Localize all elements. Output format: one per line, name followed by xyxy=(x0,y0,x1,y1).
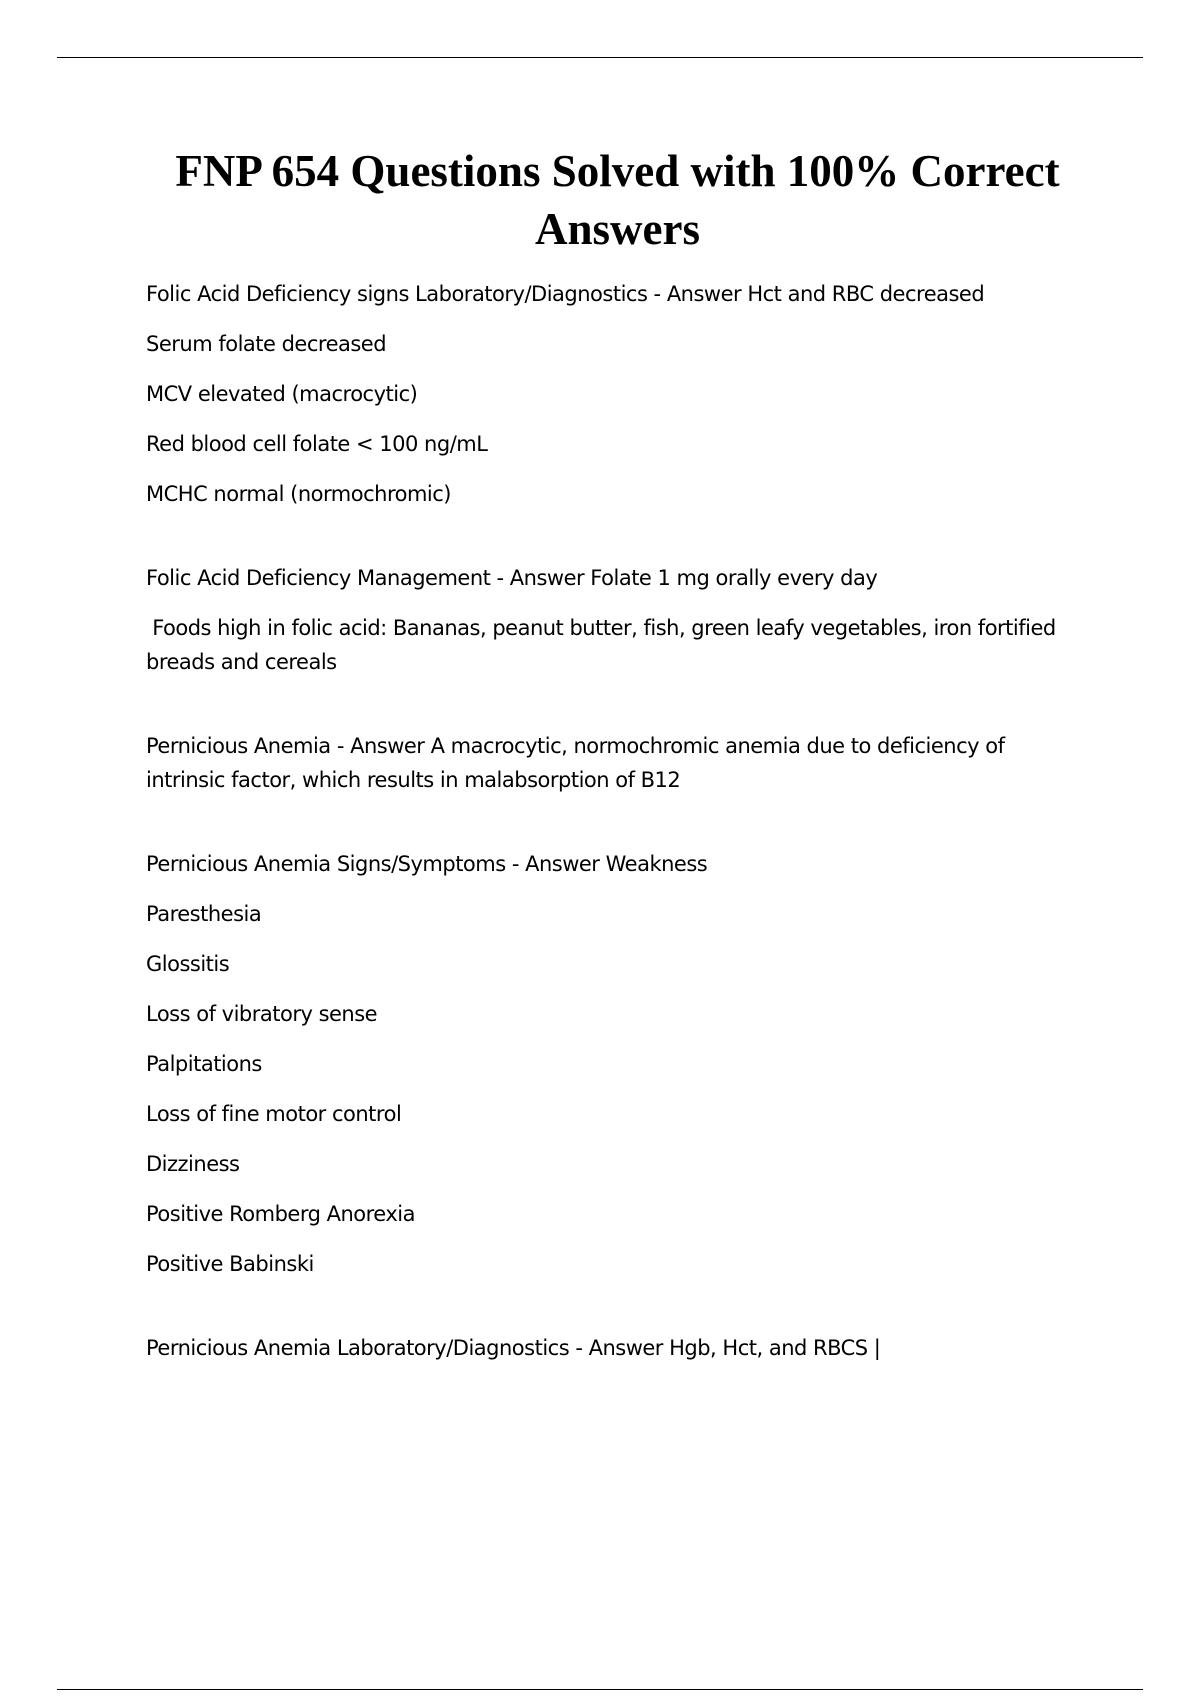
qa-line: Red blood cell folate < 100 ng/mL xyxy=(146,432,488,456)
qa-line: Foods high in folic acid: Bananas, peanut butter, fish, green leafy vegetables, iron fortified breads and cereals xyxy=(146,616,1062,674)
document-body xyxy=(146,277,1086,1381)
qa-line: Palpitations xyxy=(146,1052,262,1076)
qa-line: Folic Acid Deficiency Management - Answer Folate 1 mg orally every day xyxy=(146,566,878,590)
qa-line: Folic Acid Deficiency signs Laboratory/Diagnostics - Answer Hct and RBC decreased xyxy=(146,282,985,306)
qa-line: Paresthesia xyxy=(146,902,262,926)
qa-line: Dizziness xyxy=(146,1152,240,1176)
qa-line: Positive Babinski xyxy=(146,1252,314,1276)
footer-rule xyxy=(57,1689,1143,1690)
qa-line: Pernicious Anemia - Answer A macrocytic, normochromic anemia due to deficiency of intrinsic factor, which results in malabsorption of B12 xyxy=(146,734,1011,792)
qa-line: Positive Romberg Anorexia xyxy=(146,1202,415,1226)
header-rule xyxy=(57,57,1143,58)
qa-line: Loss of vibratory sense xyxy=(146,1002,378,1026)
qa-line: Pernicious Anemia Laboratory/Diagnostics - Answer Hgb, Hct, and RBCS | xyxy=(146,1336,881,1360)
qa-line: MCHC normal (normochromic) xyxy=(146,482,451,506)
qa-line: Serum folate decreased xyxy=(146,332,387,356)
qa-line: Glossitis xyxy=(146,952,230,976)
qa-line: Pernicious Anemia Signs/Symptoms - Answer Weakness xyxy=(146,852,708,876)
qa-line: MCV elevated (macrocytic) xyxy=(146,382,418,406)
qa-line: Loss of fine motor control xyxy=(146,1102,402,1126)
document-title: FNP 654 Questions Solved with 100% Correct Answers xyxy=(175,146,1060,254)
